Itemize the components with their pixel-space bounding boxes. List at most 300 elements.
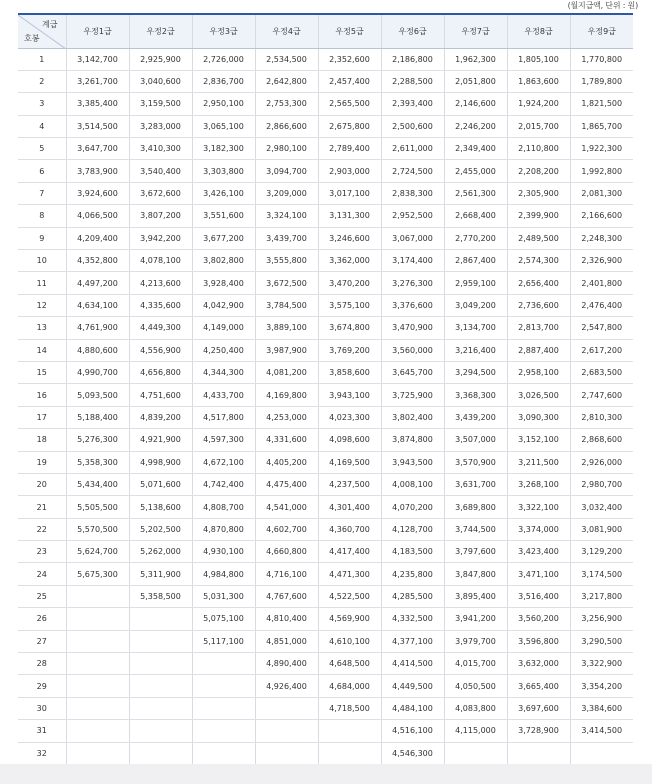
table-row bbox=[18, 182, 633, 204]
salary-cell bbox=[129, 675, 192, 697]
salary-cell: 4,660,800 bbox=[255, 541, 318, 563]
salary-cell: 5,188,400 bbox=[66, 406, 129, 428]
salary-cell: 4,672,100 bbox=[192, 451, 255, 473]
salary-cell: 4,169,500 bbox=[318, 451, 381, 473]
step-cell: 28 bbox=[18, 653, 66, 675]
salary-cell: 3,131,300 bbox=[318, 205, 381, 227]
salary-cell: 1,789,800 bbox=[570, 70, 633, 92]
salary-cell bbox=[255, 742, 318, 764]
salary-cell: 3,672,500 bbox=[255, 272, 318, 294]
salary-cell: 3,928,400 bbox=[192, 272, 255, 294]
salary-cell: 3,094,700 bbox=[255, 160, 318, 182]
salary-cell: 3,283,000 bbox=[129, 115, 192, 137]
grade-header: 우정2급 bbox=[129, 14, 192, 48]
salary-cell: 3,174,500 bbox=[570, 563, 633, 585]
table-row bbox=[18, 518, 633, 540]
salary-cell: 2,656,400 bbox=[507, 272, 570, 294]
salary-cell: 4,023,300 bbox=[318, 406, 381, 428]
grade-header: 우정1급 bbox=[66, 14, 129, 48]
salary-cell: 4,998,900 bbox=[129, 451, 192, 473]
salary-cell bbox=[66, 653, 129, 675]
step-cell: 22 bbox=[18, 518, 66, 540]
salary-cell: 3,941,200 bbox=[444, 608, 507, 630]
salary-cell: 3,368,300 bbox=[444, 384, 507, 406]
salary-cell bbox=[66, 742, 129, 764]
salary-cell: 2,326,900 bbox=[570, 250, 633, 272]
salary-cell bbox=[129, 653, 192, 675]
salary-cell: 3,439,200 bbox=[444, 406, 507, 428]
salary-cell: 5,624,700 bbox=[66, 541, 129, 563]
salary-cell: 4,602,700 bbox=[255, 518, 318, 540]
salary-cell: 5,505,500 bbox=[66, 496, 129, 518]
table-row bbox=[18, 541, 633, 563]
salary-cell: 4,751,600 bbox=[129, 384, 192, 406]
salary-cell: 3,470,200 bbox=[318, 272, 381, 294]
salary-cell: 3,797,600 bbox=[444, 541, 507, 563]
salary-cell: 3,211,500 bbox=[507, 451, 570, 473]
salary-cell: 3,570,900 bbox=[444, 451, 507, 473]
salary-cell: 3,322,900 bbox=[570, 653, 633, 675]
salary-cell: 2,457,400 bbox=[318, 70, 381, 92]
salary-cell: 5,675,300 bbox=[66, 563, 129, 585]
table-row bbox=[18, 294, 633, 316]
table-row bbox=[18, 496, 633, 518]
salary-cell: 3,540,400 bbox=[129, 160, 192, 182]
salary-cell: 4,414,500 bbox=[381, 653, 444, 675]
salary-cell: 4,522,500 bbox=[318, 585, 381, 607]
salary-cell bbox=[66, 720, 129, 742]
salary-cell: 3,725,900 bbox=[381, 384, 444, 406]
salary-cell: 4,250,400 bbox=[192, 339, 255, 361]
salary-cell: 1,992,800 bbox=[570, 160, 633, 182]
table-row bbox=[18, 451, 633, 473]
salary-cell: 4,169,800 bbox=[255, 384, 318, 406]
salary-cell bbox=[507, 742, 570, 764]
salary-cell: 2,146,600 bbox=[444, 93, 507, 115]
step-cell: 19 bbox=[18, 451, 66, 473]
step-cell: 5 bbox=[18, 138, 66, 160]
salary-cell: 2,500,600 bbox=[381, 115, 444, 137]
salary-cell: 3,376,600 bbox=[381, 294, 444, 316]
table-row bbox=[18, 339, 633, 361]
step-cell: 6 bbox=[18, 160, 66, 182]
salary-cell: 4,066,500 bbox=[66, 205, 129, 227]
salary-cell: 3,303,800 bbox=[192, 160, 255, 182]
salary-cell: 4,610,100 bbox=[318, 630, 381, 652]
salary-cell bbox=[570, 742, 633, 764]
salary-cell bbox=[129, 742, 192, 764]
salary-cell: 3,374,000 bbox=[507, 518, 570, 540]
salary-cell: 2,015,700 bbox=[507, 115, 570, 137]
table-row bbox=[18, 563, 633, 585]
salary-cell bbox=[66, 675, 129, 697]
salary-cell: 2,574,300 bbox=[507, 250, 570, 272]
salary-cell: 3,507,000 bbox=[444, 429, 507, 451]
table-row bbox=[18, 205, 633, 227]
salary-cell: 3,384,600 bbox=[570, 697, 633, 719]
salary-cell: 2,246,200 bbox=[444, 115, 507, 137]
step-cell: 20 bbox=[18, 473, 66, 495]
salary-cell: 4,405,200 bbox=[255, 451, 318, 473]
table-row bbox=[18, 720, 633, 742]
salary-cell: 2,617,200 bbox=[570, 339, 633, 361]
salary-cell: 3,874,800 bbox=[381, 429, 444, 451]
salary-cell: 3,560,000 bbox=[381, 339, 444, 361]
grade-header: 우정9급 bbox=[570, 14, 633, 48]
salary-cell: 4,285,500 bbox=[381, 585, 444, 607]
salary-cell bbox=[192, 697, 255, 719]
salary-cell: 4,767,600 bbox=[255, 585, 318, 607]
salary-cell bbox=[192, 675, 255, 697]
salary-cell: 4,742,400 bbox=[192, 473, 255, 495]
step-cell: 31 bbox=[18, 720, 66, 742]
salary-cell: 2,081,300 bbox=[570, 182, 633, 204]
table-row bbox=[18, 630, 633, 652]
salary-cell bbox=[66, 585, 129, 607]
salary-cell: 3,290,500 bbox=[570, 630, 633, 652]
salary-cell: 2,980,100 bbox=[255, 138, 318, 160]
salary-cell: 2,455,000 bbox=[444, 160, 507, 182]
grade-header: 우정8급 bbox=[507, 14, 570, 48]
step-cell: 23 bbox=[18, 541, 66, 563]
table-row bbox=[18, 608, 633, 630]
grade-header: 우정6급 bbox=[381, 14, 444, 48]
salary-cell: 4,098,600 bbox=[318, 429, 381, 451]
table-row bbox=[18, 473, 633, 495]
salary-cell: 2,958,100 bbox=[507, 361, 570, 383]
salary-cell: 3,261,700 bbox=[66, 70, 129, 92]
salary-cell: 2,867,400 bbox=[444, 250, 507, 272]
salary-cell: 4,556,900 bbox=[129, 339, 192, 361]
table-row bbox=[18, 160, 633, 182]
salary-cell: 3,067,000 bbox=[381, 227, 444, 249]
salary-cell bbox=[129, 630, 192, 652]
salary-cell: 3,895,400 bbox=[444, 585, 507, 607]
table-row bbox=[18, 675, 633, 697]
salary-cell bbox=[66, 630, 129, 652]
salary-cell: 3,324,100 bbox=[255, 205, 318, 227]
step-cell: 3 bbox=[18, 93, 66, 115]
salary-cell: 2,642,800 bbox=[255, 70, 318, 92]
salary-cell: 4,183,500 bbox=[381, 541, 444, 563]
salary-cell: 3,802,400 bbox=[381, 406, 444, 428]
salary-cell: 2,726,000 bbox=[192, 48, 255, 70]
salary-cell: 3,322,100 bbox=[507, 496, 570, 518]
salary-cell bbox=[255, 697, 318, 719]
step-cell: 29 bbox=[18, 675, 66, 697]
corner-header-cell bbox=[18, 14, 66, 48]
salary-cell: 3,555,800 bbox=[255, 250, 318, 272]
salary-cell: 4,253,000 bbox=[255, 406, 318, 428]
salary-cell: 5,075,100 bbox=[192, 608, 255, 630]
salary-cell: 3,268,100 bbox=[507, 473, 570, 495]
salary-cell: 3,987,900 bbox=[255, 339, 318, 361]
step-cell: 32 bbox=[18, 742, 66, 764]
step-cell: 18 bbox=[18, 429, 66, 451]
salary-cell: 4,115,000 bbox=[444, 720, 507, 742]
table-row bbox=[18, 406, 633, 428]
salary-cell bbox=[66, 697, 129, 719]
step-cell: 26 bbox=[18, 608, 66, 630]
salary-cell: 3,645,700 bbox=[381, 361, 444, 383]
salary-cell: 4,880,600 bbox=[66, 339, 129, 361]
salary-cell: 2,305,900 bbox=[507, 182, 570, 204]
salary-cell: 4,149,000 bbox=[192, 317, 255, 339]
step-cell: 27 bbox=[18, 630, 66, 652]
salary-cell: 3,889,100 bbox=[255, 317, 318, 339]
salary-cell: 4,050,500 bbox=[444, 675, 507, 697]
step-cell: 7 bbox=[18, 182, 66, 204]
salary-cell: 2,836,700 bbox=[192, 70, 255, 92]
grade-header: 우정5급 bbox=[318, 14, 381, 48]
table-row bbox=[18, 585, 633, 607]
table-row bbox=[18, 653, 633, 675]
salary-cell: 4,335,600 bbox=[129, 294, 192, 316]
salary-cell: 1,865,700 bbox=[570, 115, 633, 137]
salary-cell: 3,632,000 bbox=[507, 653, 570, 675]
salary-cell: 3,256,900 bbox=[570, 608, 633, 630]
salary-cell: 3,423,400 bbox=[507, 541, 570, 563]
step-cell: 16 bbox=[18, 384, 66, 406]
salary-cell: 3,647,700 bbox=[66, 138, 129, 160]
salary-cell: 1,770,800 bbox=[570, 48, 633, 70]
salary-cell: 2,393,400 bbox=[381, 93, 444, 115]
salary-cell: 3,672,600 bbox=[129, 182, 192, 204]
table-row bbox=[18, 272, 633, 294]
grade-header: 우정3급 bbox=[192, 14, 255, 48]
salary-cell: 4,213,600 bbox=[129, 272, 192, 294]
salary-cell: 2,887,400 bbox=[507, 339, 570, 361]
salary-cell: 2,675,800 bbox=[318, 115, 381, 137]
salary-cell: 2,248,300 bbox=[570, 227, 633, 249]
salary-cell: 3,769,200 bbox=[318, 339, 381, 361]
salary-cell: 3,426,100 bbox=[192, 182, 255, 204]
table-row bbox=[18, 48, 633, 70]
salary-cell: 5,117,100 bbox=[192, 630, 255, 652]
salary-cell: 4,984,800 bbox=[192, 563, 255, 585]
salary-cell: 4,237,500 bbox=[318, 473, 381, 495]
table-row bbox=[18, 384, 633, 406]
salary-cell: 4,209,400 bbox=[66, 227, 129, 249]
salary-cell: 4,235,800 bbox=[381, 563, 444, 585]
corner-label-grade: 계급 bbox=[42, 20, 58, 29]
salary-cell: 3,560,200 bbox=[507, 608, 570, 630]
salary-cell: 3,516,400 bbox=[507, 585, 570, 607]
salary-cell: 2,489,500 bbox=[507, 227, 570, 249]
salary-cell: 4,546,300 bbox=[381, 742, 444, 764]
salary-table bbox=[18, 13, 633, 765]
salary-cell: 3,246,600 bbox=[318, 227, 381, 249]
salary-cell: 2,838,300 bbox=[381, 182, 444, 204]
salary-cell: 2,753,300 bbox=[255, 93, 318, 115]
salary-cell: 4,718,500 bbox=[318, 697, 381, 719]
salary-cell: 3,979,700 bbox=[444, 630, 507, 652]
salary-cell: 5,262,000 bbox=[129, 541, 192, 563]
salary-cell: 4,597,300 bbox=[192, 429, 255, 451]
salary-cell: 5,358,300 bbox=[66, 451, 129, 473]
grade-header: 우정7급 bbox=[444, 14, 507, 48]
salary-cell: 1,821,500 bbox=[570, 93, 633, 115]
salary-cell: 3,847,800 bbox=[444, 563, 507, 585]
salary-cell: 4,128,700 bbox=[381, 518, 444, 540]
salary-cell: 3,017,100 bbox=[318, 182, 381, 204]
salary-cell: 5,031,300 bbox=[192, 585, 255, 607]
table-row bbox=[18, 317, 633, 339]
salary-cell: 3,631,700 bbox=[444, 473, 507, 495]
salary-cell: 2,926,000 bbox=[570, 451, 633, 473]
salary-cell: 2,611,000 bbox=[381, 138, 444, 160]
corner-label-step: 호봉 bbox=[24, 33, 40, 43]
salary-cell: 3,362,000 bbox=[318, 250, 381, 272]
salary-cell: 3,410,300 bbox=[129, 138, 192, 160]
salary-cell: 2,868,600 bbox=[570, 429, 633, 451]
salary-cell: 2,401,800 bbox=[570, 272, 633, 294]
salary-cell: 3,596,800 bbox=[507, 630, 570, 652]
salary-cell: 3,217,800 bbox=[570, 585, 633, 607]
salary-cell: 3,674,800 bbox=[318, 317, 381, 339]
salary-cell: 4,331,600 bbox=[255, 429, 318, 451]
salary-cell: 3,943,500 bbox=[381, 451, 444, 473]
salary-cell: 5,093,500 bbox=[66, 384, 129, 406]
salary-cell: 3,858,600 bbox=[318, 361, 381, 383]
step-cell: 24 bbox=[18, 563, 66, 585]
salary-cell bbox=[66, 608, 129, 630]
salary-cell: 4,042,900 bbox=[192, 294, 255, 316]
salary-cell: 3,784,500 bbox=[255, 294, 318, 316]
salary-cell: 2,747,600 bbox=[570, 384, 633, 406]
salary-cell: 3,159,500 bbox=[129, 93, 192, 115]
salary-cell: 4,921,900 bbox=[129, 429, 192, 451]
salary-cell bbox=[255, 720, 318, 742]
salary-cell: 3,942,200 bbox=[129, 227, 192, 249]
salary-cell: 3,174,400 bbox=[381, 250, 444, 272]
step-cell: 25 bbox=[18, 585, 66, 607]
salary-cell: 4,070,200 bbox=[381, 496, 444, 518]
salary-cell: 2,561,300 bbox=[444, 182, 507, 204]
salary-cell: 3,090,300 bbox=[507, 406, 570, 428]
salary-cell bbox=[318, 720, 381, 742]
table-row bbox=[18, 250, 633, 272]
salary-cell: 3,129,200 bbox=[570, 541, 633, 563]
salary-cell bbox=[192, 742, 255, 764]
salary-cell: 3,689,800 bbox=[444, 496, 507, 518]
salary-cell: 4,449,500 bbox=[381, 675, 444, 697]
salary-cell: 3,924,600 bbox=[66, 182, 129, 204]
salary-cell: 4,377,100 bbox=[381, 630, 444, 652]
salary-cell: 4,851,000 bbox=[255, 630, 318, 652]
salary-cell: 3,354,200 bbox=[570, 675, 633, 697]
salary-cell bbox=[192, 720, 255, 742]
salary-cell: 3,943,100 bbox=[318, 384, 381, 406]
salary-cell: 1,922,300 bbox=[570, 138, 633, 160]
salary-cell: 3,209,000 bbox=[255, 182, 318, 204]
grade-header: 우정4급 bbox=[255, 14, 318, 48]
salary-cell: 3,216,400 bbox=[444, 339, 507, 361]
table-row bbox=[18, 70, 633, 92]
salary-cell: 4,475,400 bbox=[255, 473, 318, 495]
salary-cell: 4,569,900 bbox=[318, 608, 381, 630]
salary-cell: 3,802,800 bbox=[192, 250, 255, 272]
salary-cell: 4,449,300 bbox=[129, 317, 192, 339]
table-row bbox=[18, 93, 633, 115]
step-cell: 30 bbox=[18, 697, 66, 719]
step-cell: 13 bbox=[18, 317, 66, 339]
salary-cell: 2,813,700 bbox=[507, 317, 570, 339]
table-row bbox=[18, 361, 633, 383]
step-cell: 15 bbox=[18, 361, 66, 383]
step-cell: 1 bbox=[18, 48, 66, 70]
salary-cell: 2,565,500 bbox=[318, 93, 381, 115]
salary-cell: 4,433,700 bbox=[192, 384, 255, 406]
table-row bbox=[18, 429, 633, 451]
salary-cell: 3,081,900 bbox=[570, 518, 633, 540]
salary-cell: 3,032,400 bbox=[570, 496, 633, 518]
salary-cell: 4,081,200 bbox=[255, 361, 318, 383]
salary-cell: 2,903,000 bbox=[318, 160, 381, 182]
step-cell: 11 bbox=[18, 272, 66, 294]
salary-cell: 5,202,500 bbox=[129, 518, 192, 540]
salary-cell: 3,470,900 bbox=[381, 317, 444, 339]
page-footer-band bbox=[0, 764, 652, 784]
salary-cell: 3,294,500 bbox=[444, 361, 507, 383]
salary-cell: 3,697,600 bbox=[507, 697, 570, 719]
salary-cell bbox=[129, 697, 192, 719]
unit-note: (월지급액, 단위 : 원) bbox=[567, 1, 638, 10]
salary-cell: 4,015,700 bbox=[444, 653, 507, 675]
step-cell: 9 bbox=[18, 227, 66, 249]
table-body bbox=[18, 48, 633, 765]
salary-cell: 4,930,100 bbox=[192, 541, 255, 563]
salary-cell: 4,890,400 bbox=[255, 653, 318, 675]
salary-cell: 3,807,200 bbox=[129, 205, 192, 227]
step-cell: 17 bbox=[18, 406, 66, 428]
salary-cell: 4,808,700 bbox=[192, 496, 255, 518]
table-row bbox=[18, 115, 633, 137]
step-cell: 12 bbox=[18, 294, 66, 316]
salary-cell: 2,950,100 bbox=[192, 93, 255, 115]
salary-cell: 2,399,900 bbox=[507, 205, 570, 227]
step-cell: 4 bbox=[18, 115, 66, 137]
salary-cell: 3,665,400 bbox=[507, 675, 570, 697]
salary-cell bbox=[192, 653, 255, 675]
salary-cell: 5,311,900 bbox=[129, 563, 192, 585]
salary-cell: 4,516,100 bbox=[381, 720, 444, 742]
salary-cell: 2,186,800 bbox=[381, 48, 444, 70]
salary-cell bbox=[318, 742, 381, 764]
salary-cell: 3,276,300 bbox=[381, 272, 444, 294]
salary-cell bbox=[444, 742, 507, 764]
salary-cell: 4,417,400 bbox=[318, 541, 381, 563]
salary-cell: 4,471,300 bbox=[318, 563, 381, 585]
salary-cell: 3,414,500 bbox=[570, 720, 633, 742]
step-cell: 8 bbox=[18, 205, 66, 227]
salary-cell: 2,810,300 bbox=[570, 406, 633, 428]
salary-cell: 2,208,200 bbox=[507, 160, 570, 182]
salary-cell: 2,952,500 bbox=[381, 205, 444, 227]
salary-cell: 2,959,100 bbox=[444, 272, 507, 294]
salary-cell: 3,152,100 bbox=[507, 429, 570, 451]
salary-cell: 4,301,400 bbox=[318, 496, 381, 518]
salary-cell: 4,541,000 bbox=[255, 496, 318, 518]
salary-cell: 4,360,700 bbox=[318, 518, 381, 540]
salary-cell: 3,049,200 bbox=[444, 294, 507, 316]
salary-cell: 4,870,800 bbox=[192, 518, 255, 540]
salary-cell: 4,648,500 bbox=[318, 653, 381, 675]
salary-cell: 3,182,300 bbox=[192, 138, 255, 160]
salary-cell: 2,668,400 bbox=[444, 205, 507, 227]
salary-cell: 2,789,400 bbox=[318, 138, 381, 160]
salary-cell bbox=[129, 720, 192, 742]
